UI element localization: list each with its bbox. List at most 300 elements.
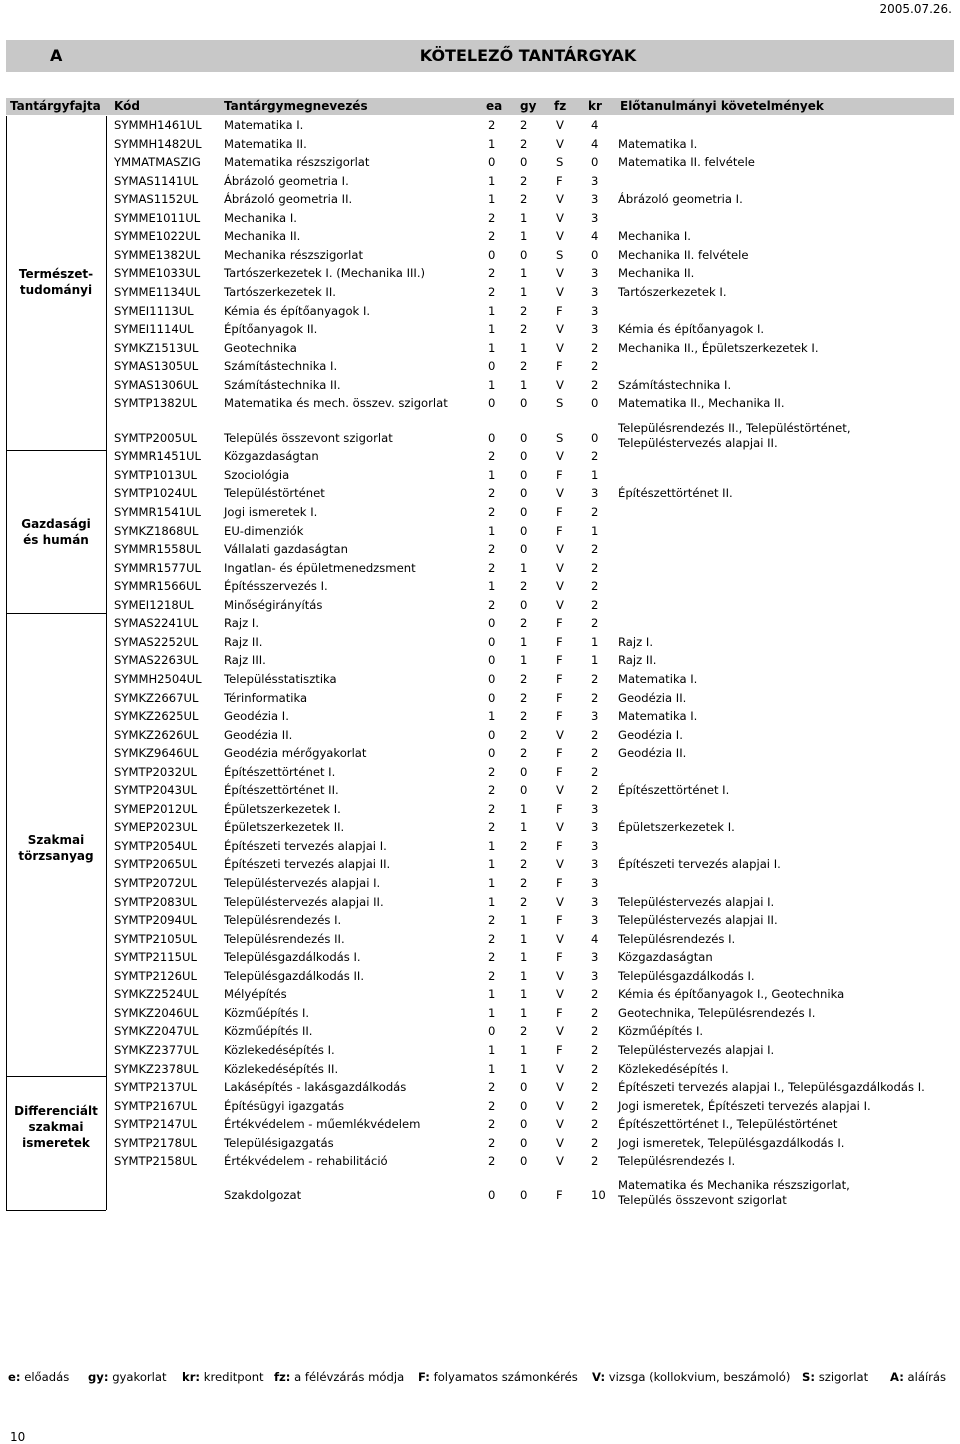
cell-nev: Településtörténet: [224, 486, 325, 501]
cell-el: Kémia és építőanyagok I.: [618, 322, 765, 337]
cell-kr: 4: [591, 136, 599, 151]
legend-item: kr: kreditpont: [182, 1370, 264, 1384]
cell-gy: 2: [520, 192, 528, 207]
cell-kr: 3: [591, 284, 599, 299]
cell-kr: 3: [591, 950, 599, 965]
cell-el: Ábrázoló geometria I.: [618, 192, 743, 207]
cell-el: Településrendezés II., Településtörténet,: [618, 420, 851, 435]
cell-ea: 1: [488, 467, 496, 482]
cell-nev: Rajz I.: [224, 616, 260, 631]
cell-kr: 3: [591, 322, 599, 337]
cell-kr: 3: [591, 838, 599, 853]
cell-gy: 2: [520, 894, 528, 909]
cell-kr: 2: [591, 764, 599, 779]
cell-nev: Geodézia II.: [224, 727, 293, 742]
cell-ea: 0: [488, 247, 496, 262]
cell-ea: 2: [488, 118, 496, 132]
header-nev: Tantárgymegnevezés: [224, 99, 368, 113]
cell-gy: 0: [520, 1135, 528, 1150]
cell-fz: F: [556, 950, 563, 965]
cell-kr: 2: [591, 359, 599, 374]
cell-kr: 2: [591, 1024, 599, 1039]
cell-ea: 2: [488, 931, 496, 946]
cell-el: Építészeti tervezés alapjai I.: [618, 857, 781, 872]
category-label: Szakmai törzsanyag: [18, 833, 94, 863]
cell-el: Matematika I.: [618, 671, 698, 686]
cell-el: Matematika és Mechanika részszigorlat,: [618, 1177, 850, 1192]
cell-el: Rajz I.: [618, 634, 654, 649]
cell-gy: 0: [520, 1117, 528, 1132]
cell-fz: F: [556, 876, 563, 890]
cell-kod: SYMTP2043UL: [114, 783, 197, 798]
cell-nev: Településgazdálkodás II.: [224, 968, 365, 983]
cell-kr: 2: [591, 1061, 599, 1076]
cell-gy: 0: [520, 467, 528, 482]
cell-fz: S: [556, 155, 564, 170]
cell-kr: 10: [591, 1187, 606, 1202]
legend-item: gy: gyakorlat: [88, 1370, 167, 1384]
cell-el: Jogi ismeretek, Építészeti tervezés alapjai I.: [618, 1098, 871, 1113]
cell-kod: SYMKZ2046UL: [114, 1005, 199, 1020]
cell-fz: F: [556, 653, 563, 668]
header-fz: fz: [554, 99, 567, 113]
cell-kr: 0: [591, 247, 599, 262]
legend-item: S: szigorlat: [802, 1370, 869, 1384]
cell-ea: 1: [488, 136, 496, 151]
cell-kod: SYMKZ2377UL: [114, 1042, 199, 1057]
cell-fz: V: [556, 118, 564, 132]
cell-nev: Számítástechnika II.: [224, 377, 341, 392]
cell-ea: 2: [488, 505, 496, 519]
cell-fz: F: [556, 523, 563, 538]
cell-ea: 2: [488, 950, 496, 965]
cell-nev: Mechanika I.: [224, 210, 297, 225]
cell-kr: 2: [591, 340, 599, 355]
cell-nev: Település összevont szigorlat: [224, 430, 393, 445]
cell-kr: 2: [591, 987, 599, 1002]
cell-gy: 2: [520, 709, 528, 724]
legend-item: V: vizsga (kollokvium, beszámoló): [592, 1370, 791, 1384]
cell-gy: 2: [520, 322, 528, 337]
cell-ea: 1: [488, 1061, 496, 1076]
cell-kod: SYMAS1152UL: [114, 192, 199, 207]
cell-ea: 1: [488, 1005, 496, 1020]
cell-gy: 0: [520, 783, 528, 798]
cell-nev: Építésszervezés I.: [224, 579, 328, 594]
cell-el: Kémia és építőanyagok I., Geotechnika: [618, 987, 845, 1002]
cell-gy: 0: [520, 1187, 528, 1202]
cell-el: Tartószerkezetek I.: [618, 284, 727, 299]
cell-nev: Ábrázoló geometria I.: [224, 173, 349, 188]
cell-el: Mechanika I.: [618, 229, 691, 244]
cell-gy: 1: [520, 1061, 528, 1076]
cell-kod: SYMKZ1868UL: [114, 523, 199, 538]
cell-kr: 2: [591, 690, 599, 705]
cell-nev: Közműépítés II.: [224, 1024, 313, 1039]
cell-nev: Építésügyi igazgatás: [224, 1098, 345, 1113]
cell-fz: F: [556, 173, 563, 188]
cell-el: Településtervezés alapjai II.: [618, 913, 778, 928]
cell-kod: SYMKZ2626UL: [114, 727, 199, 742]
cell-nev: Szociológia: [224, 467, 290, 482]
cell-gy: 1: [520, 1042, 528, 1057]
cell-kr: 4: [591, 931, 599, 946]
cell-kr: 1: [591, 523, 599, 538]
cell-kod: SYMTP2094UL: [114, 913, 197, 928]
cell-kr: 1: [591, 634, 599, 649]
cell-kod: SYMTP1013UL: [114, 467, 197, 482]
category-separator: [6, 613, 106, 614]
cell-nev: Tartószerkezetek II.: [224, 284, 336, 299]
cell-kr: 1: [591, 653, 599, 668]
cell-nev: Mechanika II.: [224, 229, 301, 244]
cell-gy: 1: [520, 229, 528, 244]
cell-nev: Térinformatika: [224, 690, 308, 705]
cell-el: Építészettörténet II.: [618, 486, 733, 501]
category-separator: [6, 1210, 106, 1211]
cell-nev: Építészettörténet I.: [224, 764, 336, 779]
cell-ea: 2: [488, 229, 496, 244]
cell-nev: Építészeti tervezés alapjai I.: [224, 838, 387, 853]
cell-nev: Jogi ismeretek I.: [224, 505, 318, 519]
cell-el: Közlekedésépítés I.: [618, 1061, 729, 1076]
cell-ea: 2: [488, 449, 496, 464]
cell-el: Geotechnika, Településrendezés I.: [618, 1005, 816, 1020]
cell-kod: SYMAS2241UL: [114, 616, 199, 631]
cell-gy: 0: [520, 396, 528, 411]
cell-ea: 1: [488, 1042, 496, 1057]
cell-gy: 1: [520, 987, 528, 1002]
cell-kod: SYMKZ9646UL: [114, 746, 199, 761]
cell-ea: 1: [488, 523, 496, 538]
cell-ea: 2: [488, 1098, 496, 1113]
cell-el: Rajz II.: [618, 653, 657, 668]
cell-ea: 0: [488, 396, 496, 411]
cell-kr: 2: [591, 1042, 599, 1057]
cell-fz: F: [556, 505, 563, 519]
cell-kr: 2: [591, 1005, 599, 1020]
cell-gy: 1: [520, 913, 528, 928]
cell-fz: F: [556, 838, 563, 853]
cell-kod: SYMAS1141UL: [114, 173, 199, 188]
cell-fz: V: [556, 783, 564, 798]
cell-gy: 0: [520, 486, 528, 501]
cell-kod: SYMKZ2378UL: [114, 1061, 199, 1076]
cell-gy: 2: [520, 173, 528, 188]
cell-gy: 1: [520, 266, 528, 281]
cell-kr: 3: [591, 913, 599, 928]
category-label: Természet- tudományi: [18, 267, 94, 297]
cell-kod: SYMEI1218UL: [114, 597, 194, 612]
cell-nev: Szakdolgozat: [224, 1187, 302, 1202]
cell-kod: SYMKZ2524UL: [114, 987, 199, 1002]
cell-fz: V: [556, 987, 564, 1002]
cell-gy: 0: [520, 764, 528, 779]
cell-fz: V: [556, 136, 564, 151]
cell-kr: 3: [591, 801, 599, 816]
cell-gy: 0: [520, 430, 528, 445]
cell-gy: 1: [520, 340, 528, 355]
cell-nev: Rajz III.: [224, 653, 266, 668]
cell-nev: Településtervezés alapjai II.: [224, 894, 384, 909]
legend-item: A: aláírás: [890, 1370, 947, 1384]
cell-gy: 2: [520, 579, 528, 594]
cell-gy: 0: [520, 155, 528, 170]
cell-kr: 3: [591, 486, 599, 501]
header-el: Előtanulmányi követelmények: [620, 99, 824, 113]
cell-nev: Minőségirányítás: [224, 597, 323, 612]
document-date: 2005.07.26.: [879, 2, 952, 16]
cell-kod: SYMTP2072UL: [114, 876, 197, 890]
cell-nev: Matematika I.: [224, 118, 304, 132]
cell-nev: Tartószerkezetek I. (Mechanika III.): [224, 266, 426, 281]
cell-ea: 1: [488, 709, 496, 724]
cell-kod: SYMTP1382UL: [114, 396, 197, 411]
cell-kr: 2: [591, 505, 599, 519]
cell-nev: Településstatisztika: [224, 671, 337, 686]
cell-kod: SYMTP2115UL: [114, 950, 197, 965]
cell-fz: V: [556, 894, 564, 909]
cell-gy: 0: [520, 1080, 528, 1095]
cell-el: Mechanika II. felvétele: [618, 247, 749, 262]
cell-fz: S: [556, 430, 564, 445]
cell-nev: Közlekedésépítés I.: [224, 1042, 335, 1057]
cell-nev: Kémia és építőanyagok I.: [224, 303, 371, 318]
cell-el: Matematika II., Mechanika II.: [618, 396, 785, 411]
category-label: Differenciált szakmai ismeretek: [14, 1104, 98, 1150]
cell-ea: 1: [488, 377, 496, 392]
cell-gy: 0: [520, 542, 528, 557]
cell-kr: 4: [591, 229, 599, 244]
cell-fz: V: [556, 1061, 564, 1076]
cell-ea: 0: [488, 1187, 496, 1202]
page-title: KÖTELEZŐ TANTÁRGYAK: [419, 46, 637, 65]
cell-kod: SYMMH2504UL: [114, 671, 202, 686]
cell-kr: 2: [591, 1154, 599, 1169]
cell-kr: 3: [591, 894, 599, 909]
cell-fz: V: [556, 931, 564, 946]
cell-ea: 2: [488, 801, 496, 816]
cell-el: Építészettörténet I., Településtörténet: [618, 1117, 838, 1132]
header-kod: Kód: [114, 99, 140, 113]
cell-kr: 2: [591, 1135, 599, 1150]
cell-gy: 1: [520, 653, 528, 668]
cell-el: Településtervezés alapjai I.: [618, 1042, 775, 1057]
cell-ea: 2: [488, 1080, 496, 1095]
cell-el: Településrendezés I.: [618, 1154, 736, 1169]
cell-kod: SYMMH1482UL: [114, 136, 202, 151]
cell-el: Közgazdaságtan: [618, 950, 713, 965]
cell-gy: 2: [520, 746, 528, 761]
cell-el: Matematika I.: [618, 136, 698, 151]
cell-kod: SYMTP2005UL: [114, 430, 197, 445]
cell-ea: 1: [488, 303, 496, 318]
cell-ea: 2: [488, 284, 496, 299]
cell-fz: V: [556, 210, 564, 225]
cell-fz: F: [556, 616, 563, 631]
category-label: Gazdasági és humán: [21, 517, 91, 547]
cell-ea: 1: [488, 987, 496, 1002]
cell-kod: SYMEI1113UL: [114, 303, 194, 318]
cell-ea: 0: [488, 616, 496, 631]
cell-el: Településgazdálkodás I.: [618, 968, 755, 983]
cell-gy: 0: [520, 247, 528, 262]
cell-kr: 4: [591, 118, 599, 132]
cell-fz: F: [556, 1042, 563, 1057]
cell-fz: V: [556, 560, 564, 575]
cell-fz: S: [556, 247, 564, 262]
cell-kod: SYMAS2263UL: [114, 653, 199, 668]
cell-kod: SYMTP2167UL: [114, 1098, 197, 1113]
cell-kod: SYMMR1541UL: [114, 505, 201, 519]
cell-fz: S: [556, 396, 564, 411]
cell-fz: F: [556, 634, 563, 649]
cell-gy: 1: [520, 634, 528, 649]
cell-gy: 2: [520, 876, 528, 890]
cell-kod: SYMAS1305UL: [114, 359, 199, 374]
cell-kr: 3: [591, 820, 599, 835]
cell-fz: F: [556, 746, 563, 761]
cell-kod: SYMMR1566UL: [114, 579, 201, 594]
cell-fz: V: [556, 229, 564, 244]
cell-kr: 3: [591, 266, 599, 281]
cell-el: Településrendezés I.: [618, 931, 736, 946]
cell-kr: 2: [591, 616, 599, 631]
page-number: 10: [10, 1430, 26, 1444]
cell-kod: SYMKZ2667UL: [114, 690, 199, 705]
cell-fz: V: [556, 486, 564, 501]
cell-kod: YMMATMASZIG: [114, 155, 201, 170]
cell-kod: SYMTP2065UL: [114, 857, 197, 872]
cell-fz: V: [556, 579, 564, 594]
cell-nev: Településigazgatás: [224, 1135, 334, 1150]
cell-kod: SYMKZ2047UL: [114, 1024, 199, 1039]
cell-el: Geodézia II.: [618, 746, 687, 761]
cell-el: Építészeti tervezés alapjai I., Településgazdálkodás I.: [618, 1080, 925, 1095]
cell-fz: F: [556, 913, 563, 928]
cell-ea: 0: [488, 653, 496, 668]
cell-el-line2: Településtervezés alapjai II.: [618, 435, 778, 450]
cell-kod: SYMEP2012UL: [114, 801, 198, 816]
cell-kod: SYMKZ1513UL: [114, 340, 199, 355]
cell-fz: V: [556, 727, 564, 742]
cell-fz: V: [556, 1135, 564, 1150]
cell-gy: 1: [520, 950, 528, 965]
cell-ea: 2: [488, 210, 496, 225]
cell-gy: 1: [520, 560, 528, 575]
cell-ea: 2: [488, 1135, 496, 1150]
legend-item: F: folyamatos számonkérés: [418, 1370, 578, 1384]
cell-kr: 2: [591, 542, 599, 557]
cell-gy: 0: [520, 1098, 528, 1113]
header-ea: ea: [486, 99, 503, 113]
cell-fz: V: [556, 284, 564, 299]
title-bar: [6, 40, 954, 72]
legend-item: e: előadás: [8, 1370, 70, 1384]
cell-kod: SYMTP1024UL: [114, 486, 197, 501]
cell-kr: 2: [591, 727, 599, 742]
cell-ea: 0: [488, 746, 496, 761]
cell-fz: F: [556, 690, 563, 705]
cell-fz: F: [556, 1187, 563, 1202]
cell-ea: 2: [488, 266, 496, 281]
cell-gy: 0: [520, 597, 528, 612]
cell-nev: Településrendezés I.: [224, 913, 342, 928]
cell-fz: V: [556, 449, 564, 464]
cell-kod: SYMME1011UL: [114, 210, 201, 225]
cell-nev: EU-dimenziók: [224, 523, 304, 538]
category-separator: [6, 1076, 106, 1077]
section-letter: A: [50, 46, 63, 65]
cell-kr: 0: [591, 155, 599, 170]
legend-item: fz: a félévzárás módja: [274, 1370, 405, 1384]
cell-gy: 2: [520, 1024, 528, 1039]
cell-el: Számítástechnika I.: [618, 377, 732, 392]
cell-nev: Építészeti tervezés alapjai II.: [224, 857, 391, 872]
cell-kr: 1: [591, 467, 599, 482]
cell-nev: Értékvédelem - rehabilitáció: [224, 1154, 388, 1169]
cell-fz: V: [556, 192, 564, 207]
cell-nev: Geodézia mérőgyakorlat: [224, 746, 367, 761]
table-header: [6, 98, 954, 115]
cell-kod: SYMME1382UL: [114, 247, 201, 262]
cell-fz: V: [556, 542, 564, 557]
cell-kr: 3: [591, 303, 599, 318]
cell-nev: Matematika részszigorlat: [224, 155, 370, 170]
cell-ea: 1: [488, 838, 496, 853]
table-border: [106, 116, 107, 1210]
cell-ea: 1: [488, 192, 496, 207]
cell-ea: 0: [488, 1024, 496, 1039]
cell-kr: 3: [591, 192, 599, 207]
cell-ea: 2: [488, 542, 496, 557]
cell-kr: 2: [591, 1098, 599, 1113]
cell-kr: 3: [591, 876, 599, 890]
header-fajta: Tantárgyfajta: [10, 99, 101, 113]
cell-kr: 2: [591, 1117, 599, 1132]
cell-kr: 0: [591, 396, 599, 411]
cell-ea: 0: [488, 690, 496, 705]
cell-kod: SYMTP2083UL: [114, 894, 197, 909]
cell-ea: 2: [488, 764, 496, 779]
cell-ea: 2: [488, 597, 496, 612]
cell-kod: SYMMR1577UL: [114, 560, 201, 575]
cell-kr: 0: [591, 430, 599, 445]
cell-gy: 2: [520, 136, 528, 151]
cell-kr: 3: [591, 968, 599, 983]
cell-kr: 2: [591, 560, 599, 575]
cell-nev: Ingatlan- és épületmenedzsment: [224, 560, 416, 575]
cell-fz: V: [556, 1098, 564, 1113]
cell-ea: 0: [488, 155, 496, 170]
cell-gy: 2: [520, 857, 528, 872]
cell-el: Mechanika II., Épületszerkezetek I.: [618, 340, 819, 355]
cell-kr: 3: [591, 709, 599, 724]
cell-kod: SYMTP2158UL: [114, 1154, 197, 1169]
cell-ea: 0: [488, 634, 496, 649]
cell-el: Jogi ismeretek, Településgazdálkodás I.: [618, 1135, 845, 1150]
cell-ea: 2: [488, 913, 496, 928]
cell-ea: 1: [488, 894, 496, 909]
cell-kod: SYMMR1451UL: [114, 449, 201, 464]
cell-kod: SYMKZ2625UL: [114, 709, 199, 724]
cell-fz: F: [556, 671, 563, 686]
category-separator: [6, 450, 106, 451]
cell-fz: V: [556, 1117, 564, 1132]
cell-ea: 2: [488, 1117, 496, 1132]
cell-el: Mechanika II.: [618, 266, 695, 281]
cell-el: Településtervezés alapjai I.: [618, 894, 775, 909]
